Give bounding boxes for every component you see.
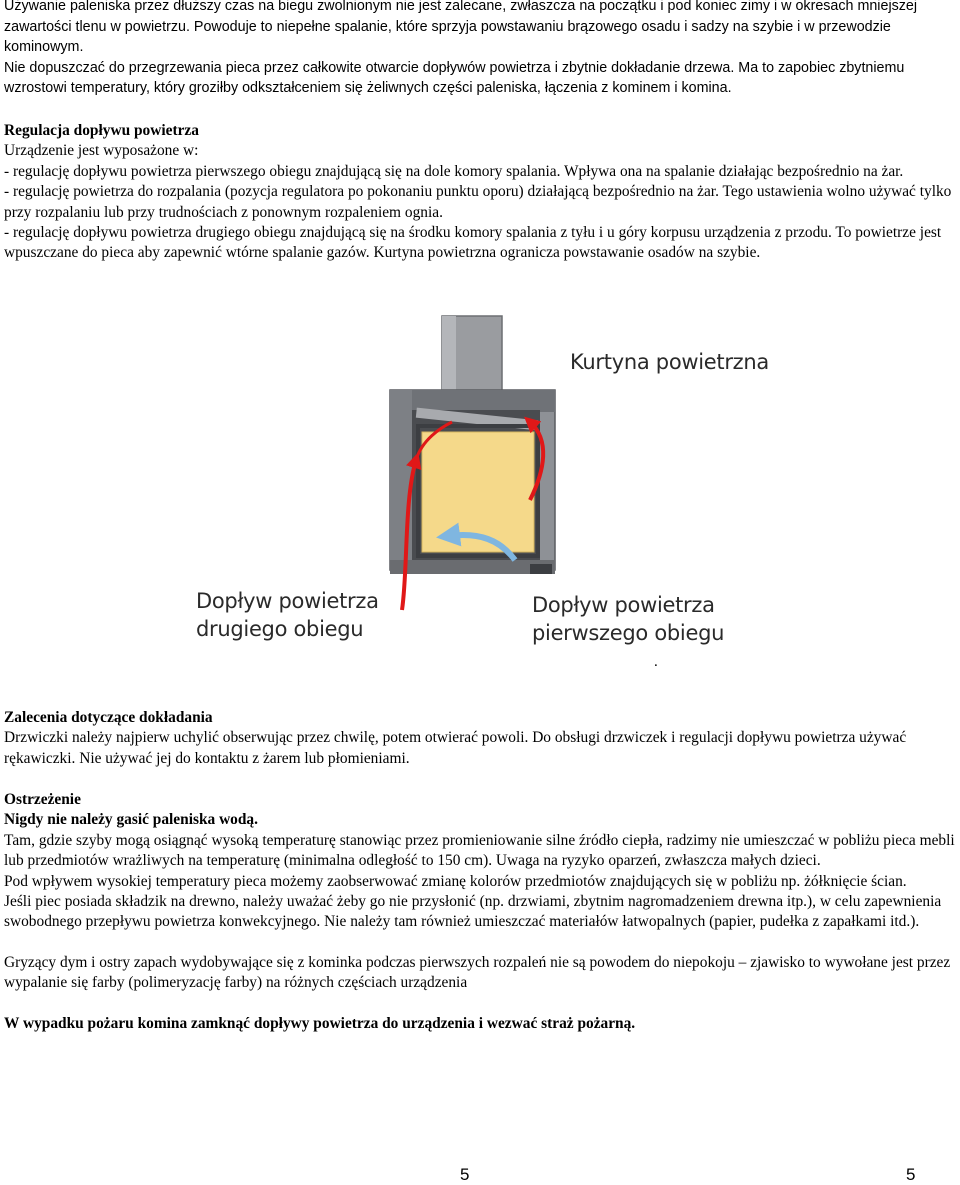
stray-dot: . <box>654 654 658 670</box>
stove-air-diagram <box>190 310 780 670</box>
page-number-center: 5 <box>460 1165 470 1184</box>
ostrzezenie-fire-warning: W wypadku pożaru komina zamknąć dopływy powietrza do urządzenia i wezwać straż pożarną. <box>4 1014 636 1032</box>
zalecenia-heading: Zalecenia dotyczące dokładania <box>4 709 213 726</box>
intro-paragraph-1: Używanie paleniska przez dłuższy czas na biegu zwolnionym nie jest zalecane, zwłaszcza na początku i pod koniec zimy i w okresach mniejszej zawartości tlenu w powietrzu. Powoduje to niepełne spalanie, które sprzyja powstawaniu brązowego osadu i sadzy na szybie i w przewodzie kominowym. <box>4 0 918 56</box>
regulacja-heading: Regulacja dopływu powietrza <box>4 122 199 139</box>
regulacja-item-3: - regulację dopływu powietrza drugiego obiegu znajdującą się na środku komory spalania z tyłu i u góry korpusu urządzenia z przodu. To powietrze jest wpuszczane do pieca aby zapewnić wtórne spalanie gazów. Kurtyna powietrzna ogranicza powstawanie osadów na szybie. <box>4 224 942 262</box>
ostrzezenie-paragraph-1: Tam, gdzie szyby mogą osiągnąć wysoką temperaturę stanowiąc przez promieniowanie silne źródło ciepła, radzimy nie umieszczać w pobliżu pieca mebli lub przedmiotów wrażliwych na temperaturę (minimalna odległość to 150 cm). Uwaga na ryzyko oparzeń, zwłaszcza małych dzieci. <box>4 831 955 870</box>
regulacja-item-2: - regulację powietrza do rozpalania (pozycja regulatora po pokonaniu punktu oporu) działającą bezpośrednio na żar. Tego ustawienia wolno używać tylko przy rozpalaniu lub przy trudnościach z ponownym rozpaleniem ognia. <box>4 183 952 221</box>
label-pierwszego-obiegu-line1: Dopływ powietrza <box>532 593 715 617</box>
label-drugiego-obiegu-line2: drugiego obiegu <box>196 617 364 641</box>
regulacja-section <box>4 121 956 264</box>
zalecenia-text: Drzwiczki należy najpierw uchylić obserwując przez chwilę, potem otwierać powoli. Do obsługi drzwiczek i regulacji dopływu powietrza używać rękawiczki. Nie używać jej do kontaktu z żarem lub płomieniami. <box>4 729 907 767</box>
regulacja-item-1: - regulację dopływu powietrza pierwszego obiegu znajdującą się na dole komory spalania. Wpływa ona na spalanie działając bezpośrednio na żar. <box>4 162 904 180</box>
label-kurtyna-powietrzna: Kurtyna powietrzna <box>570 350 769 374</box>
intro-paragraph-2: Nie dopuszczać do przegrzewania pieca przez całkowite otwarcie dopływów powietrza i zbytnie dokładanie drzewa. Ma to zapobiec zbytniemu wzrostowi temperatury, który groziłby odkształceniem się żeliwnych części paleniska, łączenia z kominem i komina. <box>4 59 905 97</box>
stove-side-panel <box>390 390 412 570</box>
intro-section <box>4 0 956 99</box>
label-pierwszego-obiegu-line2: pierwszego obiegu <box>532 621 725 645</box>
ostrzezenie-subheading: Nigdy nie należy gasić paleniska wodą. <box>4 811 258 829</box>
page-number-right: 5 <box>906 1165 916 1184</box>
ostrzezenie-paragraph-3: Jeśli piec posiada składzik na drewno, należy uważać żeby go nie przysłonić (np. drzwiami, zbytnim nagromadzeniem drewna itp.), w celu zapewnienia swobodnego przepływu powietrza konwekcyjnego. Nie należy tam również umieszczać materiałów łatwopalnych (papier, pudełka z zapałkami itd.). <box>4 893 942 931</box>
regulacja-lead: Urządzenie jest wyposażone w: <box>4 142 199 160</box>
label-drugiego-obiegu-line1: Dopływ powietrza <box>196 589 379 613</box>
ostrzezenie-heading: Ostrzeżenie <box>4 791 81 808</box>
ostrzezenie-paragraph-4: Gryzący dym i ostry zapach wydobywające się z kominka podczas pierwszych rozpaleń nie są powodem do niepokoju – zjawisko to wywołane jest przez wypalanie się farby (polimeryzację farby) na różnych częściach urządzenia <box>4 953 951 992</box>
ostrzezenie-paragraph-2: Pod wpływem wysokiej temperatury pieca możemy zaobserwować zmianę kolorów przedmiotów znajdujących się w pobliżu np. żółknięcie ścian. <box>4 872 907 890</box>
zalecenia-section <box>4 708 956 769</box>
ostrzezenie-section <box>4 790 956 1034</box>
